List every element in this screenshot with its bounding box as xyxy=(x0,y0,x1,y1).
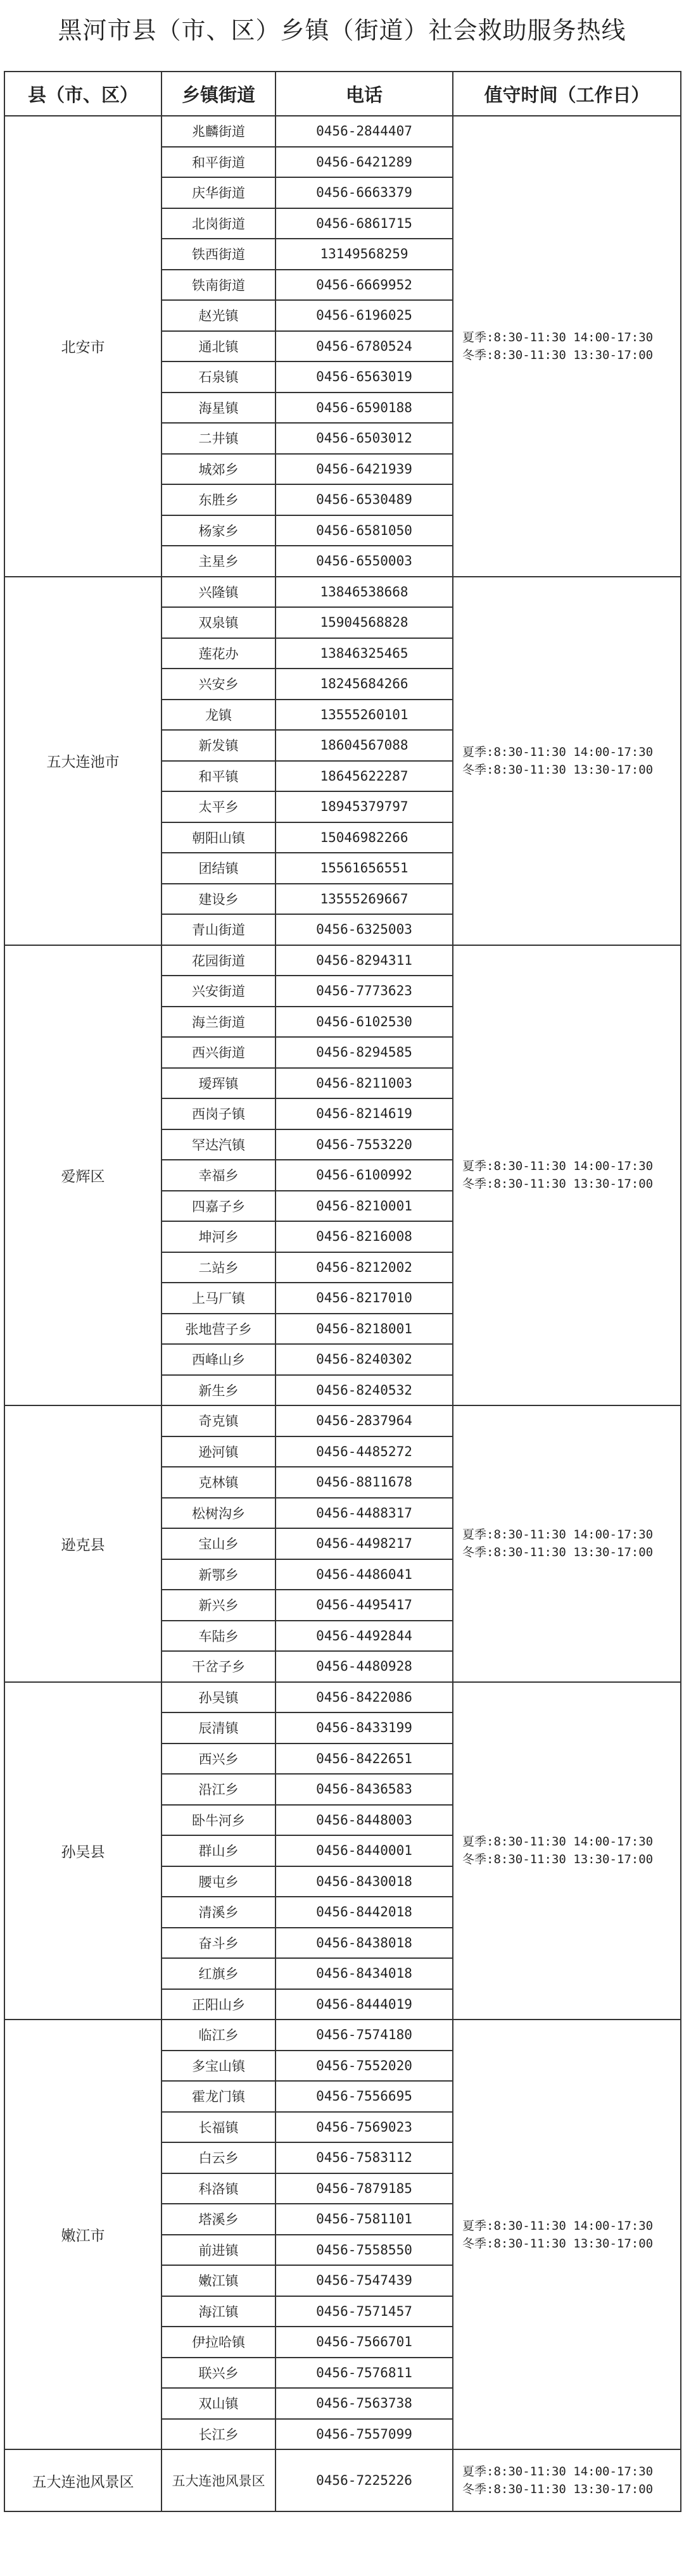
phone-cell: 0456-8433199 xyxy=(276,1712,453,1744)
phone-cell: 0456-8240532 xyxy=(276,1375,453,1406)
town-cell: 孙吴镇 xyxy=(162,1682,276,1713)
town-cell: 通北镇 xyxy=(162,331,276,362)
town-cell: 新鄂乡 xyxy=(162,1559,276,1590)
town-cell: 卧牛河乡 xyxy=(162,1805,276,1836)
town-cell: 科洛镇 xyxy=(162,2173,276,2204)
phone-cell: 0456-4486041 xyxy=(276,1559,453,1590)
town-cell: 坤河乡 xyxy=(162,1221,276,1252)
town-cell: 新兴乡 xyxy=(162,1590,276,1621)
town-cell: 花园街道 xyxy=(162,945,276,976)
winter-hours: 冬季:8:30-11:30 13:30-17:00 xyxy=(462,762,654,777)
town-cell: 塔溪乡 xyxy=(162,2204,276,2235)
town-cell: 和平镇 xyxy=(162,761,276,792)
town-cell: 海兰街道 xyxy=(162,1007,276,1038)
town-cell: 红旗乡 xyxy=(162,1958,276,1989)
town-cell: 兴安街道 xyxy=(162,976,276,1007)
phone-cell: 0456-8211003 xyxy=(276,1068,453,1099)
town-cell: 松树沟乡 xyxy=(162,1498,276,1529)
town-cell: 新发镇 xyxy=(162,730,276,761)
phone-cell: 0456-8442018 xyxy=(276,1897,453,1928)
header-town: 乡镇街道 xyxy=(162,72,276,116)
town-cell: 瑷珲镇 xyxy=(162,1068,276,1099)
town-cell: 主星乡 xyxy=(162,546,276,577)
phone-cell: 0456-8438018 xyxy=(276,1928,453,1959)
header-hours: 值守时间（工作日） xyxy=(453,72,681,116)
town-cell: 铁南街道 xyxy=(162,270,276,301)
town-cell: 干岔子乡 xyxy=(162,1651,276,1682)
hours-cell xyxy=(453,2020,681,2449)
town-cell: 北岗街道 xyxy=(162,208,276,239)
phone-cell: 0456-8430018 xyxy=(276,1866,453,1897)
town-cell: 兴隆镇 xyxy=(162,577,276,608)
phone-cell: 0456-2844407 xyxy=(276,116,453,147)
town-cell: 兆麟街道 xyxy=(162,116,276,147)
town-cell: 杨家乡 xyxy=(162,515,276,546)
header-phone: 电话 xyxy=(276,72,453,116)
town-cell: 龙镇 xyxy=(162,700,276,731)
table-body xyxy=(4,116,681,2511)
phone-cell: 0456-6550003 xyxy=(276,546,453,577)
hours-cell xyxy=(453,2449,681,2511)
phone-cell: 0456-8214619 xyxy=(276,1098,453,1129)
phone-cell: 0456-6581050 xyxy=(276,515,453,546)
phone-cell: 0456-8294585 xyxy=(276,1037,453,1068)
town-cell: 团结镇 xyxy=(162,853,276,884)
phone-cell: 18245684266 xyxy=(276,669,453,700)
town-cell: 沿江乡 xyxy=(162,1774,276,1805)
town-cell: 朝阳山镇 xyxy=(162,822,276,853)
phone-cell: 0456-7879185 xyxy=(276,2173,453,2204)
town-cell: 四嘉子乡 xyxy=(162,1191,276,1222)
winter-hours: 冬季:8:30-11:30 13:30-17:00 xyxy=(462,348,654,362)
town-cell: 海江镇 xyxy=(162,2296,276,2327)
phone-cell: 13149568259 xyxy=(276,239,453,270)
phone-cell: 0456-6100992 xyxy=(276,1160,453,1191)
phone-cell: 0456-6780524 xyxy=(276,331,453,362)
county-cell: 爱辉区 xyxy=(4,945,162,1406)
phone-cell: 0456-7583112 xyxy=(276,2142,453,2173)
phone-cell: 0456-6861715 xyxy=(276,208,453,239)
summer-hours: 夏季:8:30-11:30 14:00-17:30 xyxy=(462,2218,654,2233)
hours-cell xyxy=(453,1682,681,2020)
phone-cell: 0456-7566701 xyxy=(276,2327,453,2358)
phone-cell: 18945379797 xyxy=(276,791,453,822)
town-cell: 联兴乡 xyxy=(162,2358,276,2389)
town-cell: 兴安乡 xyxy=(162,669,276,700)
phone-cell: 0456-7553220 xyxy=(276,1129,453,1160)
phone-cell: 18604567088 xyxy=(276,730,453,761)
phone-cell: 0456-7552020 xyxy=(276,2051,453,2082)
phone-cell: 0456-8422086 xyxy=(276,1682,453,1713)
phone-cell: 0456-7576811 xyxy=(276,2358,453,2389)
town-cell: 西兴街道 xyxy=(162,1037,276,1068)
town-cell: 霍龙门镇 xyxy=(162,2081,276,2112)
phone-cell: 0456-2837964 xyxy=(276,1405,453,1436)
town-cell: 宝山乡 xyxy=(162,1528,276,1559)
phone-cell: 0456-6669952 xyxy=(276,270,453,301)
table-row xyxy=(4,577,681,608)
town-cell: 二井镇 xyxy=(162,423,276,454)
phone-cell: 0456-6503012 xyxy=(276,423,453,454)
hours-cell xyxy=(453,1405,681,1682)
town-cell: 腰屯乡 xyxy=(162,1866,276,1897)
phone-cell: 13846538668 xyxy=(276,577,453,608)
phone-cell: 0456-8210001 xyxy=(276,1191,453,1222)
town-cell: 嫩江镇 xyxy=(162,2265,276,2296)
town-cell: 二站乡 xyxy=(162,1252,276,1283)
summer-hours: 夏季:8:30-11:30 14:00-17:30 xyxy=(462,1159,654,1174)
hotline-table xyxy=(4,71,681,2512)
phone-cell: 13846325465 xyxy=(276,638,453,669)
phone-cell: 0456-7547439 xyxy=(276,2265,453,2296)
phone-cell: 0456-4485272 xyxy=(276,1436,453,1467)
county-cell: 五大连池风景区 xyxy=(4,2449,162,2511)
town-cell: 伊拉哈镇 xyxy=(162,2327,276,2358)
table-row xyxy=(4,2020,681,2051)
header-county: 县（市、区） xyxy=(4,72,162,116)
town-cell: 车陆乡 xyxy=(162,1621,276,1652)
phone-cell: 0456-4480928 xyxy=(276,1651,453,1682)
phone-cell: 0456-7225226 xyxy=(276,2449,453,2511)
winter-hours: 冬季:8:30-11:30 13:30-17:00 xyxy=(462,1177,654,1191)
phone-cell: 0456-8444019 xyxy=(276,1989,453,2020)
town-cell: 奇克镇 xyxy=(162,1405,276,1436)
town-cell: 铁西街道 xyxy=(162,239,276,270)
town-cell: 双泉镇 xyxy=(162,607,276,638)
table-row xyxy=(4,1682,681,1713)
phone-cell: 18645622287 xyxy=(276,761,453,792)
summer-hours: 夏季:8:30-11:30 14:00-17:30 xyxy=(462,1835,654,1849)
summer-hours: 夏季:8:30-11:30 14:00-17:30 xyxy=(462,330,654,344)
table-row xyxy=(4,2449,681,2511)
phone-cell: 0456-8212002 xyxy=(276,1252,453,1283)
county-cell: 五大连池市 xyxy=(4,577,162,945)
phone-cell: 0456-7571457 xyxy=(276,2296,453,2327)
summer-hours: 夏季:8:30-11:30 14:00-17:30 xyxy=(462,2465,654,2479)
town-cell: 西岗子镇 xyxy=(162,1098,276,1129)
phone-cell: 0456-8448003 xyxy=(276,1805,453,1836)
county-cell: 嫩江市 xyxy=(4,2020,162,2449)
town-cell: 新生乡 xyxy=(162,1375,276,1406)
town-cell: 石泉镇 xyxy=(162,361,276,393)
town-cell: 白云乡 xyxy=(162,2142,276,2173)
phone-cell: 15904568828 xyxy=(276,607,453,638)
town-cell: 城郊乡 xyxy=(162,454,276,485)
town-cell: 庆华街道 xyxy=(162,177,276,208)
town-cell: 上马厂镇 xyxy=(162,1283,276,1314)
town-cell: 前进镇 xyxy=(162,2235,276,2266)
town-cell: 罕达汽镇 xyxy=(162,1129,276,1160)
town-cell: 太平乡 xyxy=(162,791,276,822)
town-cell: 双山镇 xyxy=(162,2388,276,2419)
town-cell: 海星镇 xyxy=(162,393,276,424)
winter-hours: 冬季:8:30-11:30 13:30-17:00 xyxy=(462,2236,654,2251)
phone-cell: 0456-7569023 xyxy=(276,2112,453,2143)
page-title: 黑河市县（市、区）乡镇（街道）社会救助服务热线 xyxy=(58,16,626,44)
hours-cell xyxy=(453,116,681,577)
phone-cell: 0456-8434018 xyxy=(276,1958,453,1989)
phone-cell: 0456-6590188 xyxy=(276,393,453,424)
phone-cell: 13555260101 xyxy=(276,700,453,731)
town-cell: 西峰山乡 xyxy=(162,1344,276,1375)
town-cell: 青山街道 xyxy=(162,914,276,945)
phone-cell: 0456-7557099 xyxy=(276,2419,453,2450)
town-cell: 东胜乡 xyxy=(162,484,276,515)
phone-cell: 0456-7574180 xyxy=(276,2020,453,2051)
hours-cell xyxy=(453,577,681,945)
phone-cell: 13555269667 xyxy=(276,884,453,915)
winter-hours: 冬季:8:30-11:30 13:30-17:00 xyxy=(462,1545,654,1560)
summer-hours: 夏季:8:30-11:30 14:00-17:30 xyxy=(462,745,654,759)
hours-cell xyxy=(453,945,681,1406)
town-cell: 群山乡 xyxy=(162,1835,276,1866)
phone-cell: 0456-7773623 xyxy=(276,976,453,1007)
phone-cell: 0456-7581101 xyxy=(276,2204,453,2235)
phone-cell: 0456-4492844 xyxy=(276,1621,453,1652)
phone-cell: 0456-6325003 xyxy=(276,914,453,945)
town-cell: 长福镇 xyxy=(162,2112,276,2143)
phone-cell: 0456-6196025 xyxy=(276,300,453,331)
phone-cell: 0456-7558550 xyxy=(276,2235,453,2266)
county-cell: 逊克县 xyxy=(4,1405,162,1682)
county-cell: 孙吴县 xyxy=(4,1682,162,2020)
town-cell: 莲花办 xyxy=(162,638,276,669)
county-cell: 北安市 xyxy=(4,116,162,577)
town-cell: 长江乡 xyxy=(162,2419,276,2450)
phone-cell: 0456-6563019 xyxy=(276,361,453,393)
town-cell: 清溪乡 xyxy=(162,1897,276,1928)
phone-cell: 0456-6663379 xyxy=(276,177,453,208)
phone-cell: 0456-8240302 xyxy=(276,1344,453,1375)
table-row xyxy=(4,945,681,976)
town-cell: 张地营子乡 xyxy=(162,1314,276,1345)
phone-cell: 0456-8294311 xyxy=(276,945,453,976)
summer-hours: 夏季:8:30-11:30 14:00-17:30 xyxy=(462,1528,654,1542)
town-cell: 克林镇 xyxy=(162,1467,276,1498)
phone-cell: 15561656551 xyxy=(276,853,453,884)
phone-cell: 0456-7556695 xyxy=(276,2081,453,2112)
phone-cell: 0456-8811678 xyxy=(276,1467,453,1498)
phone-cell: 0456-4498217 xyxy=(276,1528,453,1559)
phone-cell: 0456-4488317 xyxy=(276,1498,453,1529)
town-cell: 幸福乡 xyxy=(162,1160,276,1191)
phone-cell: 0456-8216008 xyxy=(276,1221,453,1252)
town-cell: 逊河镇 xyxy=(162,1436,276,1467)
phone-cell: 0456-8218001 xyxy=(276,1314,453,1345)
phone-cell: 15046982266 xyxy=(276,822,453,853)
phone-cell: 0456-8422651 xyxy=(276,1744,453,1775)
table-header-row xyxy=(4,72,681,116)
town-cell: 多宝山镇 xyxy=(162,2051,276,2082)
town-cell: 西兴乡 xyxy=(162,1744,276,1775)
town-cell: 奋斗乡 xyxy=(162,1928,276,1959)
phone-cell: 0456-6102530 xyxy=(276,1007,453,1038)
town-cell: 正阳山乡 xyxy=(162,1989,276,2020)
table-row xyxy=(4,1405,681,1436)
phone-cell: 0456-8440001 xyxy=(276,1835,453,1866)
table-row xyxy=(4,116,681,147)
phone-cell: 0456-6421289 xyxy=(276,147,453,178)
town-cell: 和平街道 xyxy=(162,147,276,178)
phone-cell: 0456-4495417 xyxy=(276,1590,453,1621)
winter-hours: 冬季:8:30-11:30 13:30-17:00 xyxy=(462,1852,654,1867)
town-cell: 辰清镇 xyxy=(162,1712,276,1744)
phone-cell: 0456-6530489 xyxy=(276,484,453,515)
town-cell: 临江乡 xyxy=(162,2020,276,2051)
town-cell: 五大连池风景区 xyxy=(162,2449,276,2511)
town-cell: 建设乡 xyxy=(162,884,276,915)
phone-cell: 0456-8217010 xyxy=(276,1283,453,1314)
phone-cell: 0456-7563738 xyxy=(276,2388,453,2419)
town-cell: 赵光镇 xyxy=(162,300,276,331)
phone-cell: 0456-6421939 xyxy=(276,454,453,485)
phone-cell: 0456-8436583 xyxy=(276,1774,453,1805)
winter-hours: 冬季:8:30-11:30 13:30-17:00 xyxy=(462,2482,654,2496)
